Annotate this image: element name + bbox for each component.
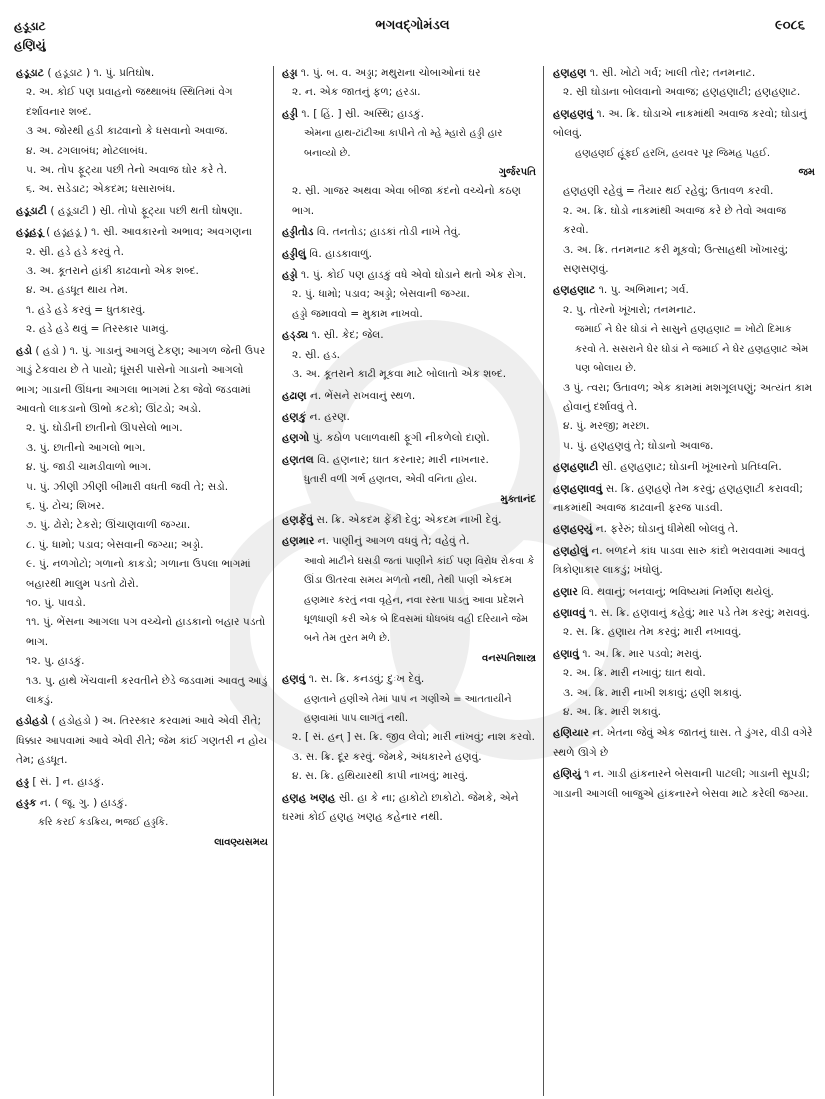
entry-first-line [16, 773, 268, 792]
dictionary-entry [282, 670, 536, 786]
definition: વિ. થવાનું; બનવાનું; ભવિષ્યમાં નિર્માણ થયેલું. [581, 585, 774, 598]
headword: હણાવવું [553, 606, 586, 619]
sense-definition: ૩. અ. કૂતરાને કાઢી મૂકવા માટે બોલાતો એક શબ્દ. [292, 368, 507, 381]
headword: હઢાણ [282, 389, 307, 402]
headword: હડ્ડી [282, 107, 298, 120]
sense-definition: ૪. અ. ઢગલાબંધ; મોટલાબંધ. [26, 144, 148, 157]
entry-first-line [553, 281, 815, 300]
dictionary-entry [16, 794, 268, 852]
entry-first-line [282, 532, 536, 551]
entry-first-line [282, 429, 536, 448]
sense-definition: ૪. પું. જાડી ચામડીવાળો ભાગ. [26, 461, 152, 474]
entry-first-line [553, 724, 815, 763]
entry-first-line [553, 765, 815, 804]
sense-definition: ૯. પું. નળગોટો; ગળાનો કાકડો; ગળાના ઉપલા ભાગમાં બહારથી માલુમ પડતો ઢોરો. [26, 558, 251, 590]
entry-first-line [282, 670, 536, 689]
headword: હડ્ડો [282, 269, 298, 282]
entry-first-line [553, 583, 815, 602]
citation-quote: આવો માટીને ઘસડી જતાં પાણીને કાંઈ પણ વિરોધ રોકવા કે ઊંડા ઊતરવા સમય મળતો નથી, તેથી પાણી એકદમ હણમાર કરતું નવા વૃહેન, નવા રસ્તા પાડતું આવા પ્રદેશને ધૂળધાણી કરી એક બે દિવસમાં ધોધબંધ વહી દરિયાને જેમ બને તેમ તુરત મળે છે. [304, 555, 535, 645]
dictionary-entry [553, 583, 815, 602]
headword: હણકું [282, 410, 307, 423]
headword: હડ્ડીલું [282, 247, 306, 260]
definition: ( હડૂહડૂ ) ૧. સ્રી. આવકારનો અભાવ; અવગણના [46, 226, 252, 239]
headword: હણમાર [282, 535, 315, 548]
headword: હણહોલું [553, 544, 588, 557]
definition: ન. પાણીનું આગળ વધવું તે; વહેવું તે. [317, 535, 470, 548]
dictionary-entry [282, 245, 536, 264]
headword: હણહણ્યું [553, 523, 593, 536]
definition: ન. ( જૂ. ગુ. ) હાડકું. [39, 797, 128, 810]
page-number: ૯૦૮૬ [775, 18, 805, 33]
sense-definition: ૨. અ. ક્રિ. ઘોડો નાકમાંથી અવાજ કરે છે તેવો અવાજ કરવો. [563, 204, 787, 237]
definition: ૧. પું. બ. વ. અડ્ડા; મથુરાના ચોબાઓનાં ઘર [300, 67, 481, 79]
sense-definition: ૧૨. પુ. હાડકું. [26, 655, 85, 668]
entry-first-line [16, 64, 268, 83]
dictionary-entry [16, 223, 268, 339]
definition: ન. બળદને કાંધ પાડવા સારુ કાંદો ભરાવવામાં આવતું ત્રિકોણાકાર લાકડું; ખંધોલું. [553, 544, 805, 577]
sense-definition: ૧૧. પું. ભેંસના આગલા પગ વચ્ચેનો હાડકાનો બહાર પડતો ભાગ. [26, 616, 266, 648]
headword: હણહણાટી [553, 461, 599, 474]
sense-definition: ૨. સ્રી ઘોડાના બોલવાનો અવાજ; હણહણાટી; હણહણાટ. [563, 86, 801, 99]
sense-definition: ૨. સ્રી. હડ. [292, 348, 341, 361]
definition: ૧. સ. ક્રિ. કનડવું; દુઃખ દેવું. [308, 673, 425, 686]
citation-source: લાવણ્યસમય [214, 836, 268, 848]
dictionary-entry [553, 281, 815, 456]
sense-definition: ૧૦. પું. પાવડો. [26, 596, 86, 609]
dictionary-entry [16, 773, 268, 792]
dictionary-entry [553, 765, 815, 804]
headword: હણહણ [553, 67, 587, 79]
sense-definition: ૨. અ. કોઈ પણ પ્રવાહનો જથ્થાબંધ સ્થિતિમાં વેગ દર્શાવનાર શબ્દ. [26, 86, 233, 118]
column-divider [273, 66, 274, 1096]
definition: [ સં. ] ન. હાડકું. [32, 775, 105, 788]
headword: હડોહડો [16, 715, 48, 728]
entry-first-line [16, 794, 268, 813]
dictionary-entry [282, 408, 536, 427]
definition: વિ. તનતોડ; હાડકાં તોડી નાખે તેવું. [316, 226, 461, 239]
dictionary-entry [16, 342, 268, 711]
headword: હડ્ડીતોડ [282, 226, 314, 239]
headword: હણિયું [553, 768, 581, 781]
entry-first-line [282, 245, 536, 264]
entry-first-line [553, 542, 815, 581]
definition: ૧ ન. ગાડી હાંકનારને બેસવાની પાટલી; ગાડાની સૂપડી; ગાડાની આગલી બાજુએ હાંકનારને બેસવા માટે કરેલી જગ્યા. [553, 768, 810, 800]
entry-first-line [282, 387, 536, 406]
definition: ૧. અ. ક્રિ. ઘોડાએ નાકમાંથી અવાજ કરવો; ઘોડાનું બોલવું. [553, 107, 807, 140]
entry-first-line [16, 342, 268, 420]
citation-quote: ધુતારી વળી ગર્ભ હણતલ, એવી વનિતા હોય. [304, 474, 478, 486]
entry-first-line [553, 645, 815, 664]
definition: ન. ખેતના જેવું એક જાતનું ઘાસ. તે ડુંગર, વીડી વગેરે સ્થળે ઊગે છે [553, 727, 813, 759]
entry-first-line [282, 511, 536, 530]
citation-quote: હણતાને હણીએ તેમાં પાપ ન ગણીએ = આતતાયીને હણવામાં પાપ લાગતું નથી. [304, 693, 512, 724]
definition: સ. ક્રિ. એકદમ ફેંકી દેવું; એકદમ નાખી દેવું. [316, 513, 502, 526]
entry-first-line [282, 789, 536, 828]
dictionary-entry [282, 223, 536, 242]
sense-definition: ૪. અ. ક્રિ. મારી શકાવું. [563, 706, 661, 718]
headword: હણાર [553, 585, 578, 598]
headword: હણહણવું [553, 107, 594, 120]
dictionary-entry [553, 724, 815, 763]
definition: ન. ફરેરું; ઘોડાનું ધીમેથી બોલવું તે. [595, 523, 739, 536]
header-last-word: હણિયું [14, 38, 46, 52]
entry-first-line [553, 105, 815, 144]
definition: વિ. હાડકાવાળું. [309, 247, 372, 260]
sense-definition: ૧. હડે હડે કરવું = ધુતકારવું. [26, 303, 146, 316]
dictionary-entry [553, 542, 815, 581]
citation-source: મુક્તાનંદ [500, 493, 536, 505]
dictionary-entry [282, 326, 536, 384]
headword: હણાવું [553, 647, 579, 660]
entry-first-line [16, 202, 268, 221]
sense-definition: ૨. સ. ક્રિ. હણાય તેમ કરવું; મારી નખાવવું. [563, 626, 742, 639]
definition: ( હડૂડાટ ) ૧. પું. પ્રતિઘોષ. [47, 67, 155, 79]
dictionary-entry [282, 387, 536, 406]
definition: ન. હરણ. [309, 410, 350, 423]
entry-first-line [282, 64, 536, 83]
sense-definition: ૭. પું. ઢોરો; ટેકરો; ઊંચાણવાળી જગ્યા. [26, 519, 191, 532]
sense-definition: ૨. સ્રી. ગાજર અથવા એવા બીજા કંદનો વચ્ચેનો કઠણ ભાગ. [292, 185, 521, 217]
headword: હડ્ડા [282, 67, 298, 79]
dictionary-entry [16, 712, 268, 770]
entry-first-line [553, 64, 815, 83]
sense-definition: ૨. સ્રી. હડે હડે કરવું તે. [26, 245, 125, 258]
entry-first-line [553, 480, 815, 519]
dictionary-entry [553, 64, 815, 103]
dictionary-entry [553, 458, 815, 477]
sense-definition: હણહણી રહેવું = તૈયાર થઈ રહેવું; ઉતાવળ કરવી. [563, 185, 774, 198]
entry-first-line [282, 266, 536, 285]
citation-source: ગુર્જરપતિ [498, 167, 536, 179]
dictionary-entry [282, 105, 536, 221]
sense-definition: ૫. અ. તોપ ફૂટ્યા પછી તેનો અવાજ ઘોર કરે તે. [26, 164, 228, 177]
entry-first-line [282, 451, 536, 470]
dictionary-entry [553, 480, 815, 519]
sense-definition: ૩. સ. ક્રિ. દૂર કરવું. જેમકે, અંધકારને હણવું. [292, 750, 482, 763]
entry-first-line [553, 458, 815, 477]
sense-definition: ૧૩. પુ. હાથે ખેંચવાની કરવતીને છેડે જડવામાં આવતુ આડું લાકડું. [26, 674, 268, 706]
citation-quote: હણહણઈ હૂંફઈ હરખિ, હયવર પૂર જિમહ પહઈ. [575, 147, 771, 159]
sense-definition: ૬. અ. સડેડાટ; એકદમ; ધસારાબંધ. [26, 183, 176, 196]
definition: ( હડોહડો ) અ. તિરસ્કાર કરવામાં આવે એવી રીતે; ધિક્કાર આપવામાં આવે એવી રીતે; જેમ કાંઈ ગણતરી ન હોય તેમ; હડધૂત. [16, 715, 268, 767]
headword: હડ્ડ [16, 775, 29, 788]
entry-first-line [282, 105, 536, 124]
entry-first-line [16, 712, 268, 770]
dictionary-entry [282, 266, 536, 324]
dictionary-entry [282, 789, 536, 828]
headword: હણિયાર [553, 727, 589, 740]
sense-definition: ૩. અ. ક્રિ. તનમનાટ કરી મૂકવો; ઉત્સાહથી ખોંખારવું; સણસણવું. [563, 243, 789, 276]
dictionary-entry [282, 429, 536, 448]
definition: ( હડો ) ૧. પું. ગાડાનું આગલું ટેકણ; આગળ જેની ઉપર ગાડું ટેકવાય છે તે પાયો; ધૂંસરી પાસેનો ગાડાનો આગલો ભાગ; ગાડાની ઊંધના આગલા ભાગમાં ટેકા જેવો જડવામાં આવતો લાકડાનો ઊભો કટકો; ઊંટડો; અડો. [16, 344, 266, 415]
sense-definition: ૨. ન. એક જાતનું ફળ; હરડા. [292, 86, 421, 99]
definition: ( હડૂડાટી ) સ્રી. તોપો ફૂટ્યા પછી થતી ઘોષણા. [50, 204, 243, 217]
sense-definition: ૫. પું. હણહણવું તે; ઘોડાનો અવાજ. [563, 439, 714, 452]
sense-definition: ૮. પું. ધામો; પડાવ; બેસવાની જગ્યા; અડ્ડો. [26, 538, 204, 551]
sense-definition: ૩ અ. જોરથી હડી કાઢવાનો કે ધસવાનો અવાજ. [26, 125, 228, 138]
sense-definition: ૪. સ. ક્રિ. હથિયારથી કાપી નાખવું; મારવું. [292, 770, 469, 783]
headword: હણગો [282, 432, 310, 445]
headword: હડૂડાટ [16, 67, 44, 79]
headword: હણફેંવું [282, 513, 313, 526]
column-3 [553, 64, 815, 806]
sense-definition: ૩. અ. કૂતરાને હાંકી કાઢવાનો એક શબ્દ. [26, 265, 199, 278]
dictionary-entry [282, 511, 536, 530]
definition: ૧. [ હિં. ] સ્રી. અસ્થિ; હાડકું. [301, 107, 424, 120]
headword: હણહણાટ [553, 284, 596, 297]
headword: હડો [16, 344, 32, 357]
definition: ૧. સ. ક્રિ. હણવાનું કહેવું; માર પડે તેમ કરવું; મરાવવું. [588, 606, 811, 619]
entry-first-line [553, 604, 815, 623]
sense-definition: ૩ પું. ત્વરા; ઉતાવળ; એક કામમાં મશગૂલપણું; અત્યંત કામ હોવાનું દર્શાવવું તે. [563, 381, 813, 413]
citation-quote: જમાઈ ને ઘેર ઘોડાં ને સાસુને હણહણાટ = ખોટો દિમાક કરવો તે. સસરાને ઘેર ઘોડાં ને જમાઈ ને ઘેર હણહણાટ એમ પણ બોલાય છે. [575, 324, 809, 375]
headword: હડ્ડ્ય [282, 329, 309, 342]
definition: ન. ભેંસને રાખવાનું સ્થળ. [310, 389, 416, 402]
headword: હણવું [282, 673, 306, 686]
column-1 [16, 64, 268, 854]
page-header [0, 18, 825, 52]
definition: પું. કઠોળ પલાળવાથી ફૂગી નીકળેલો દાણો. [312, 432, 490, 445]
entry-first-line [282, 223, 536, 242]
dictionary-entry [553, 520, 815, 539]
entry-first-line [553, 520, 815, 539]
sense-definition: ૨. પું. ધામો; પડાવ; અડ્ડો; બેસવાની જગ્યા. [292, 288, 470, 301]
sense-definition: ૬. પું. ટોચ; શિખર. [26, 499, 105, 512]
dictionary-entry [282, 532, 536, 668]
headword: હણહ ખણહ [282, 791, 336, 804]
sense-definition: હડ્ડો જમાવવો = મુકામ નાખવો. [292, 307, 423, 320]
headword: હડ્ડક [16, 797, 37, 810]
citation-quote: એમના હાથ-ટાંટીઆ કાપીને તો મ્હે મ્હારો હડ્ડી હાર બનાવ્યો છે. [304, 128, 503, 159]
book-title: ભગવદ્ગોમંડલ [375, 18, 450, 33]
definition: ૧. પું. કોઈ પણ હાડકું વધે એવો ઘોડાને થતો એક રોગ. [300, 269, 527, 282]
definition: સ્રી. હણહણાટ; ઘોડાની ખૂંખારનો પ્રતિધ્વનિ. [601, 461, 782, 474]
dictionary-entry [553, 645, 815, 723]
entry-first-line [282, 326, 536, 345]
sense-definition: ૪. અ. હડધૂત થાય તેમ. [26, 284, 128, 297]
headword: હણતલ [282, 453, 314, 466]
sense-definition: ૩. અ. ક્રિ. મારી નાખી શકાવું; હણી શકાવું. [563, 686, 743, 699]
definition: ૧. પુ. અભિમાન; ગર્વ. [598, 284, 689, 297]
definition: સ. ક્રિ. હણહણે તેમ કરવું; હણહણાટી કરાવવી; નાકમાંથી અવાજ કાઢવાની ફરજ પાડવી. [553, 482, 803, 514]
dictionary-entry [16, 202, 268, 221]
citation-source: જમ [798, 167, 815, 179]
definition: સ્રી. હા કે ના; હાકોટો છાકોટો. જેમકે, એને ઘરમાં કોઈ હણહ ખણહ કહેનાર નથી. [282, 791, 519, 824]
sense-definition: ૨. [ સં. હન્ ] સ. ક્રિ. જીવ લેવો; મારી નાંખવું; નાશ કરવો. [292, 731, 535, 744]
sense-definition: ૫. પું. ઝીણી ઝીણી બીમારી વધતી જવી તે; સડો. [26, 480, 229, 493]
header-first-word: હડૂડાટ [14, 19, 46, 33]
citation-quote: કરિ કરઈ કડક્રિય, ભજઈ હડ્ડકિ. [38, 817, 169, 829]
sense-definition: ૨. હડે હડે થવું = તિરસ્કાર પામવું. [26, 323, 169, 336]
dictionary-entry [282, 451, 536, 509]
entry-first-line [16, 223, 268, 242]
definition: વિ. હણનાર; ઘાત કરનાર; મારી નાખનાર. [317, 453, 489, 466]
sense-definition: ૨. અ. ક્રિ. મારી નખાવું; ઘાત થવો. [563, 667, 706, 680]
column-divider [543, 66, 544, 1096]
dictionary-entry [553, 105, 815, 280]
dictionary-entry [282, 64, 536, 103]
definition: ૧. સ્રી. ખોટો ગર્વ; ખાલી તોર; તનમનાટ. [589, 67, 756, 79]
headword: હડૂહડૂ [16, 226, 43, 239]
column-2 [282, 64, 536, 829]
sense-definition: ૨. પું. ઘોડીની છાતીનો ઊપસેલો ભાગ. [26, 422, 183, 435]
sense-definition: ૩. પું. છાતીનો આગલો ભાગ. [26, 441, 146, 454]
entry-first-line [282, 408, 536, 427]
headword: હણહણાવવું [553, 482, 603, 495]
dictionary-entry [553, 604, 815, 643]
definition: ૧. અ. ક્રિ. માર પડવો; મરાવું. [582, 647, 703, 660]
sense-definition: ૨. પુ. તોરનો ખૂંખારો; તનમનાટ. [563, 303, 697, 316]
headword: હડૂડાટી [16, 204, 47, 217]
citation-source: વનસ્પતિશાસ્ત્ર [481, 652, 536, 664]
dictionary-entry [16, 64, 268, 200]
sense-definition: ૪. પું. મરજી; મરછા. [563, 420, 650, 433]
definition: ૧. સ્રી. કેદ; જેલ. [311, 329, 384, 342]
